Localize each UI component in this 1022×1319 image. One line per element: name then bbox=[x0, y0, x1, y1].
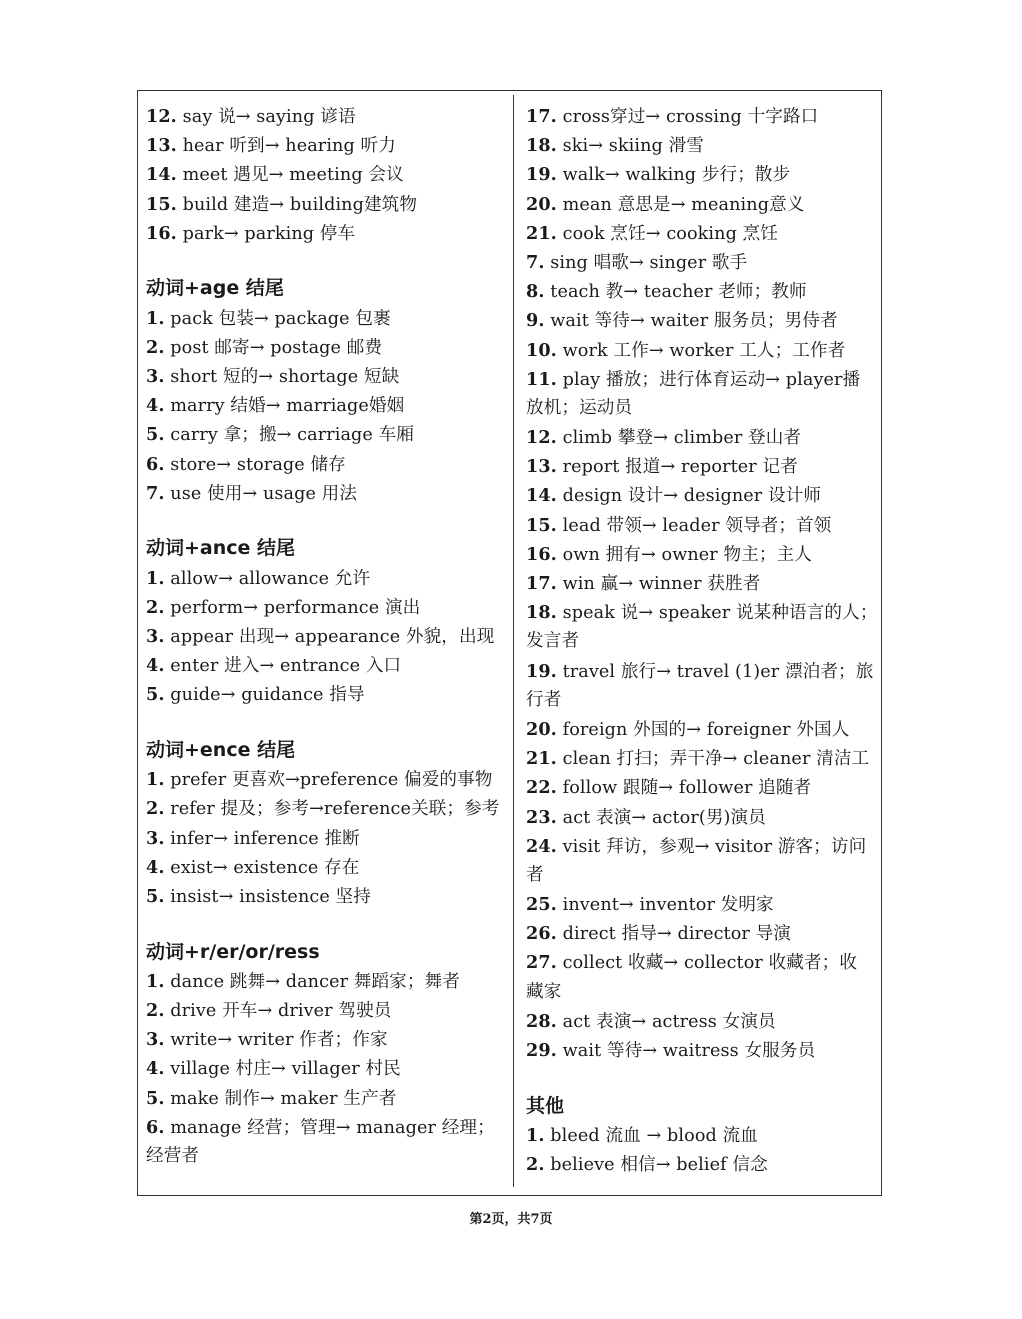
right-column bbox=[526, 102, 882, 1179]
entry-number: 15. bbox=[146, 193, 177, 215]
vocab-entry bbox=[526, 657, 882, 686]
entry-text: refer 提及；参考→reference关联；参考 bbox=[164, 799, 500, 820]
vocab-entry bbox=[146, 362, 506, 391]
entry-number: 27. bbox=[526, 952, 557, 974]
entry-text: teach 教→ teacher 老师；教师 bbox=[544, 282, 807, 303]
vocab-entry: 经营者 bbox=[146, 1146, 200, 1166]
entry-text: insist→ insistence 坚持 bbox=[164, 887, 371, 907]
vocab-entry: 行者 bbox=[526, 689, 562, 710]
entry-text: lead 带领→ leader 领导者；首领 bbox=[556, 515, 832, 536]
vocab-entry bbox=[526, 511, 882, 540]
entry-number: 19. bbox=[526, 164, 557, 186]
vocab-entry bbox=[146, 882, 506, 911]
entry-number: 23. bbox=[526, 806, 557, 828]
entry-text: drive 开车→ driver 驾驶员 bbox=[164, 1001, 392, 1022]
entry-text: park→ parking 停车 bbox=[176, 223, 356, 244]
vocab-entry bbox=[526, 277, 882, 306]
entry-text: bleed 流血 → blood 流血 bbox=[544, 1125, 758, 1146]
page-footer: 第2页，共7页 bbox=[469, 1212, 553, 1227]
entry-number: 9. bbox=[526, 310, 545, 332]
entry-number: 14. bbox=[526, 485, 557, 507]
vocab-entry bbox=[526, 832, 882, 861]
entry-number: 3. bbox=[146, 827, 165, 849]
vocab-entry bbox=[146, 304, 506, 333]
entry-text: use 使用→ usage 用法 bbox=[164, 483, 358, 504]
entry-text: walk→ walking 步行；散步 bbox=[556, 165, 791, 186]
entry-text: village 村庄→ villager 村民 bbox=[164, 1059, 401, 1080]
entry-text: wait 等待→ waitress 女服务员 bbox=[556, 1041, 816, 1061]
entry-number: 22. bbox=[526, 777, 557, 799]
vocab-entry bbox=[526, 948, 882, 977]
vocab-entry: 放机；运动员 bbox=[526, 397, 633, 418]
entry-text: infer→ inference 推断 bbox=[164, 828, 360, 849]
entry-text: invent→ inventor 发明家 bbox=[556, 895, 774, 916]
entry-number: 20. bbox=[526, 193, 557, 215]
entry-text: manage 经营；管理→ manager 经理； bbox=[164, 1117, 495, 1138]
entry-number: 6. bbox=[146, 453, 165, 475]
vocab-entry bbox=[526, 540, 882, 569]
entry-text: climb 攀登→ climber 登山者 bbox=[556, 428, 802, 449]
entry-number: 19. bbox=[526, 660, 557, 682]
entry-number: 1. bbox=[146, 970, 165, 992]
vocab-entry bbox=[526, 131, 882, 160]
page-frame bbox=[137, 90, 882, 1196]
column-divider bbox=[513, 95, 514, 1187]
vocab-entry bbox=[526, 715, 882, 744]
section-gap bbox=[146, 508, 506, 535]
entry-text: speak 说→ speaker 说某种语言的人； bbox=[556, 603, 878, 624]
vocab-entry bbox=[146, 1084, 506, 1113]
vocab-entry bbox=[146, 651, 506, 680]
vocab-entry bbox=[526, 219, 882, 248]
entry-text: clean 打扫；弄干净→ cleaner 清洁工 bbox=[556, 749, 870, 770]
entry-text: dance 跳舞→ dancer 舞蹈家；舞者 bbox=[164, 971, 460, 992]
entry-number: 5. bbox=[146, 1087, 165, 1109]
vocab-entry bbox=[146, 333, 506, 362]
vocab-entry bbox=[526, 598, 882, 627]
entry-number: 17. bbox=[526, 106, 557, 127]
vocab-entry: 藏家 bbox=[526, 981, 562, 1002]
vocab-entry bbox=[146, 479, 506, 508]
left-column bbox=[146, 102, 506, 1171]
entry-number: 2. bbox=[146, 798, 165, 820]
entry-number: 12. bbox=[526, 427, 557, 449]
entry-text: appear 出现→ appearance 外貌，出现 bbox=[164, 627, 495, 647]
entry-text: mean 意思是→ meaning意义 bbox=[556, 194, 805, 215]
entry-text: make 制作→ maker 生产者 bbox=[164, 1088, 397, 1109]
entry-number: 11. bbox=[526, 368, 557, 390]
entry-number: 14. bbox=[146, 164, 177, 186]
entry-text: say 说→ saying 谚语 bbox=[176, 107, 356, 127]
entry-number: 4. bbox=[146, 1058, 165, 1080]
entry-text: act 表演→ actress 女演员 bbox=[556, 1011, 776, 1032]
vocab-entry bbox=[146, 420, 506, 449]
entry-text: perform→ performance 演出 bbox=[164, 597, 421, 618]
vocab-entry bbox=[146, 824, 506, 853]
entry-text: foreign 外国的→ foreigner 外国人 bbox=[556, 719, 850, 740]
entry-text: collect 收藏→ collector 收藏者；收 bbox=[556, 953, 858, 974]
entry-number: 2. bbox=[526, 1154, 545, 1176]
vocab-entry bbox=[146, 1113, 506, 1142]
entry-number: 28. bbox=[526, 1010, 557, 1032]
entry-text: work 工作→ worker 工人；工作者 bbox=[556, 340, 846, 361]
vocab-entry bbox=[526, 1121, 882, 1150]
entry-text: design 设计→ designer 设计师 bbox=[556, 486, 822, 507]
vocab-entry bbox=[526, 190, 882, 219]
section-heading: 其他 bbox=[526, 1094, 565, 1117]
section-heading: 动词+ance 结尾 bbox=[146, 537, 296, 560]
entry-text: pack 包装→ package 包裹 bbox=[164, 308, 391, 329]
section-heading: 动词+r/er/or/ress bbox=[146, 940, 320, 963]
entry-number: 3. bbox=[146, 626, 165, 647]
entry-text: direct 指导→ director 导演 bbox=[556, 924, 791, 945]
entry-text: store→ storage 储存 bbox=[164, 454, 346, 475]
vocab-entry bbox=[146, 102, 506, 131]
entry-text: wait 等待→ waiter 服务员；男侍者 bbox=[544, 311, 838, 332]
vocab-entry bbox=[146, 131, 506, 160]
vocab-entry bbox=[146, 1054, 506, 1083]
entry-text: build 建造→ building建筑物 bbox=[176, 194, 418, 215]
section-gap bbox=[146, 911, 506, 938]
entry-number: 13. bbox=[526, 456, 557, 478]
vocab-entry bbox=[526, 336, 882, 365]
vocab-entry bbox=[526, 423, 882, 452]
entry-text: win 赢→ winner 获胜者 bbox=[556, 574, 761, 594]
vocab-entry bbox=[146, 996, 506, 1025]
section-heading: 动词+age 结尾 bbox=[146, 277, 284, 300]
vocab-entry bbox=[526, 452, 882, 481]
entry-text: marry 结婚→ marriage婚姻 bbox=[164, 396, 405, 417]
vocab-entry bbox=[146, 160, 506, 189]
section-heading: 动词+ence 结尾 bbox=[146, 739, 296, 762]
entry-number: 29. bbox=[526, 1040, 557, 1061]
entry-number: 18. bbox=[526, 135, 557, 157]
vocab-entry bbox=[146, 794, 506, 823]
vocab-entry bbox=[146, 765, 506, 794]
entry-number: 6. bbox=[146, 1116, 165, 1138]
entry-number: 10. bbox=[526, 339, 557, 361]
section-gap bbox=[526, 1065, 882, 1092]
entry-text: prefer 更喜欢→preference 偏爱的事物 bbox=[164, 770, 493, 791]
entry-number: 3. bbox=[146, 366, 165, 387]
vocab-entry bbox=[146, 622, 506, 651]
vocab-entry bbox=[146, 391, 506, 420]
vocab-entry bbox=[526, 919, 882, 948]
entry-number: 5. bbox=[146, 886, 165, 907]
vocab-entry bbox=[146, 593, 506, 622]
vocab-entry bbox=[526, 160, 882, 189]
entry-number: 7. bbox=[526, 251, 545, 273]
vocab-entry bbox=[146, 680, 506, 709]
entry-number: 16. bbox=[526, 543, 557, 565]
vocab-entry bbox=[146, 853, 506, 882]
vocab-entry bbox=[146, 190, 506, 219]
entry-text: act 表演→ actor(男)演员 bbox=[556, 807, 766, 828]
entry-number: 18. bbox=[526, 602, 557, 624]
vocab-entry bbox=[526, 1150, 882, 1179]
entry-number: 8. bbox=[526, 281, 545, 303]
vocab-entry bbox=[146, 967, 506, 996]
vocab-entry bbox=[526, 102, 882, 131]
vocab-entry bbox=[526, 803, 882, 832]
entry-number: 13. bbox=[146, 135, 177, 157]
entry-text: believe 相信→ belief 信念 bbox=[544, 1155, 768, 1176]
vocab-entry bbox=[146, 564, 506, 593]
entry-number: 24. bbox=[526, 835, 557, 857]
entry-number: 1. bbox=[146, 307, 165, 329]
vocab-entry: 者 bbox=[526, 864, 544, 885]
section-gap bbox=[146, 710, 506, 737]
entry-number: 3. bbox=[146, 1029, 165, 1051]
entry-text: short 短的→ shortage 短缺 bbox=[164, 367, 400, 387]
vocab-entry: 发言者 bbox=[526, 631, 580, 652]
entry-number: 4. bbox=[146, 655, 165, 677]
entry-number: 4. bbox=[146, 856, 165, 878]
entry-number: 20. bbox=[526, 718, 557, 740]
entry-text: cross穿过→ crossing 十字路口 bbox=[556, 107, 819, 127]
entry-number: 16. bbox=[146, 222, 177, 244]
entry-number: 26. bbox=[526, 923, 557, 945]
entry-text: meet 遇见→ meeting 会议 bbox=[176, 165, 404, 186]
entry-text: travel 旅行→ travel (1)er 漂泊者；旅 bbox=[556, 661, 874, 682]
vocab-entry bbox=[146, 219, 506, 248]
entry-number: 2. bbox=[146, 1000, 165, 1022]
entry-number: 1. bbox=[526, 1124, 545, 1146]
section-gap bbox=[146, 248, 506, 275]
vocab-entry bbox=[526, 744, 882, 773]
entry-text: guide→ guidance 指导 bbox=[164, 685, 365, 706]
entry-number: 7. bbox=[146, 482, 165, 504]
entry-text: post 邮寄→ postage 邮费 bbox=[164, 337, 383, 358]
entry-number: 15. bbox=[526, 514, 557, 536]
vocab-entry bbox=[526, 481, 882, 510]
entry-text: sing 唱歌→ singer 歌手 bbox=[544, 252, 748, 273]
vocab-entry bbox=[526, 773, 882, 802]
entry-text: play 播放；进行体育运动→ player播 bbox=[556, 369, 861, 390]
entry-number: 12. bbox=[146, 106, 177, 127]
entry-number: 21. bbox=[526, 222, 557, 244]
vocab-entry bbox=[526, 569, 882, 598]
entry-text: follow 跟随→ follower 追随者 bbox=[556, 778, 812, 799]
entry-number: 5. bbox=[146, 424, 165, 446]
entry-number: 21. bbox=[526, 748, 557, 770]
vocab-entry bbox=[526, 890, 882, 919]
entry-number: 17. bbox=[526, 573, 557, 594]
entry-number: 1. bbox=[146, 769, 165, 791]
entry-text: exist→ existence 存在 bbox=[164, 857, 360, 878]
entry-text: cook 烹饪→ cooking 烹饪 bbox=[556, 223, 779, 244]
entry-text: report 报道→ reporter 记者 bbox=[556, 457, 798, 478]
vocab-entry bbox=[526, 1036, 882, 1065]
entry-text: carry 拿；搬→ carriage 车厢 bbox=[164, 425, 415, 446]
entry-text: enter 进入→ entrance 入口 bbox=[164, 656, 402, 677]
vocab-entry bbox=[146, 1025, 506, 1054]
entry-number: 2. bbox=[146, 336, 165, 358]
entry-number: 2. bbox=[146, 596, 165, 618]
vocab-entry bbox=[526, 306, 882, 335]
vocab-entry bbox=[526, 365, 882, 394]
entry-text: ski→ skiing 滑雪 bbox=[556, 136, 704, 157]
entry-number: 5. bbox=[146, 684, 165, 706]
entry-text: hear 听到→ hearing 听力 bbox=[176, 136, 396, 157]
entry-text: write→ writer 作者；作家 bbox=[164, 1030, 388, 1051]
vocab-entry bbox=[526, 248, 882, 277]
entry-text: visit 拜访，参观→ visitor 游客；访问 bbox=[556, 836, 867, 857]
entry-number: 1. bbox=[146, 567, 165, 589]
entry-text: own 拥有→ owner 物主；主人 bbox=[556, 544, 812, 565]
entry-number: 4. bbox=[146, 395, 165, 417]
vocab-entry bbox=[526, 1007, 882, 1036]
entry-text: allow→ allowance 允许 bbox=[164, 568, 371, 589]
entry-number: 25. bbox=[526, 894, 557, 916]
vocab-entry bbox=[146, 450, 506, 479]
